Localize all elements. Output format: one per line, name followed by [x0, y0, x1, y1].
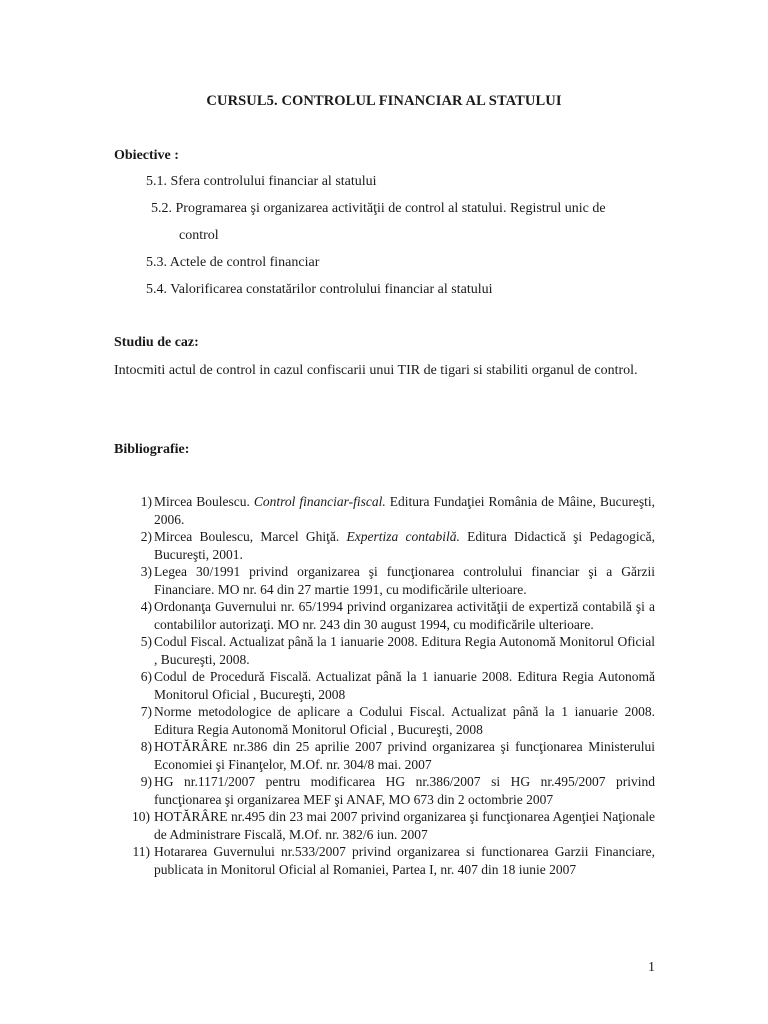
bibliography-item	[118, 493, 655, 528]
bibliography-item	[118, 668, 655, 703]
bibliography-item-number: 10)	[132, 809, 150, 824]
bibliography-item	[118, 773, 655, 808]
bibliography-item-text: Norme metodologice de aplicare a Codului Fiscal. Actualizat până la 1 ianuarie 2008. Editura Regia Autonomă Monitorul Oficial , Bucureşti, 2008	[154, 704, 655, 737]
bibliography-item-number: 8)	[140, 739, 152, 754]
objective-item: 5.1. Sfera controlului financiar al statului	[146, 174, 377, 189]
bibliography-item-text: Hotararea Guvernului nr.533/2007 privind organizarea si functionarea Garzii Financiare, publicata in Monitorul Oficial al Romaniei, Partea I, nr. 407 din 18 iunie 2007	[154, 844, 655, 877]
bibliography-item	[118, 598, 655, 633]
bibliography-item	[118, 633, 655, 668]
objective-item: 5.2. Programarea şi organizarea activităţii de control al statului. Registrul unic de	[151, 201, 606, 216]
bibliography-item-text: HOTĂRÂRE nr.386 din 25 aprilie 2007 privind organizarea şi funcţionarea Ministerului Economiei şi Finanţelor, M.Of. nr. 304/8 mai. 2007	[154, 739, 655, 772]
bibliography-item-book-title: Control financiar-fiscal.	[253, 494, 386, 509]
bibliography-item	[118, 563, 655, 598]
objectives-heading: Obiective :	[114, 148, 179, 163]
bibliography-item-text: HG nr.1171/2007 pentru modificarea HG nr.386/2007 si HG nr.495/2007 privind funcţionarea şi organizarea MEF şi ANAF, MO 673 din 2 octombrie 2007	[154, 774, 655, 807]
bibliography-item-number: 6)	[140, 669, 152, 684]
bibliography-item-text: Legea 30/1991 privind organizarea şi funcţionarea controlului financiar şi a Gărzii Financiare. MO nr. 64 din 27 martie 1991, cu modificările ulterioare.	[154, 564, 655, 597]
case-study-text: Intocmiti actul de control in cazul confiscarii unui TIR de tigari si stabiliti organul de control.	[114, 363, 638, 378]
bibliography-list	[118, 493, 655, 878]
bibliography-item-text: HOTĂRÂRE nr.495 din 23 mai 2007 privind organizarea şi funcţionarea Agenţiei Naţionale de Administrare Fiscală, M.Of. nr. 382/6 iun. 2007	[154, 809, 655, 842]
bibliography-item-number: 7)	[140, 704, 152, 719]
bibliography-item-book-title: Expertiza contabilă.	[346, 529, 460, 544]
bibliography-item-number: 5)	[140, 634, 152, 649]
bibliography-item-number: 1)	[140, 494, 152, 509]
bibliography-item	[118, 808, 655, 843]
case-study-heading: Studiu de caz:	[114, 335, 199, 350]
bibliography-item-publisher: Editura Didactică şi Pedagogică, Bucureşti, 2001.	[154, 529, 655, 562]
bibliography-item	[118, 703, 655, 738]
bibliography-item-text: Codul de Procedură Fiscală. Actualizat până la 1 ianuarie 2008. Editura Regia Autonomă Monitorul Oficial , Bucureşti, 2008	[154, 669, 655, 702]
bibliography-item	[118, 738, 655, 773]
bibliography-item-number: 3)	[140, 564, 152, 579]
bibliography-item-number: 2)	[140, 529, 152, 544]
bibliography-item-text: Mircea Boulescu.	[154, 494, 254, 509]
bibliography-item-number: 9)	[140, 774, 152, 789]
bibliography-item-text: Ordonanţa Guvernului nr. 65/1994 privind organizarea activităţii de expertiză contabilă şi a contabililor autorizaţi. MO nr. 243 din 30 august 1994, cu modificările ulterioare.	[154, 599, 655, 632]
objective-item: 5.3. Actele de control financiar	[146, 255, 320, 270]
bibliography-item-text: Codul Fiscal. Actualizat până la 1 ianuarie 2008. Editura Regia Autonomă Monitorul Oficial , Bucureşti, 2008.	[154, 634, 655, 667]
bibliography-item	[118, 843, 655, 878]
bibliography-item-publisher: Editura Fundaţiei România de Mâine, Bucureşti, 2006.	[154, 494, 656, 527]
bibliography-heading: Bibliografie:	[114, 442, 190, 457]
bibliography-item-number: 4)	[140, 599, 152, 614]
objective-item: 5.4. Valorificarea constatărilor controlului financiar al statului	[146, 282, 493, 297]
bibliography-item-number: 11)	[132, 844, 150, 859]
bibliography-item	[118, 528, 655, 563]
objective-item-continuation: control	[179, 228, 219, 243]
page-title: CURSUL5. CONTROLUL FINANCIAR AL STATULUI	[206, 93, 562, 109]
bibliography-item-text: Mircea Boulescu, Marcel Ghiţă.	[154, 529, 347, 544]
page-number: 1	[648, 960, 655, 975]
